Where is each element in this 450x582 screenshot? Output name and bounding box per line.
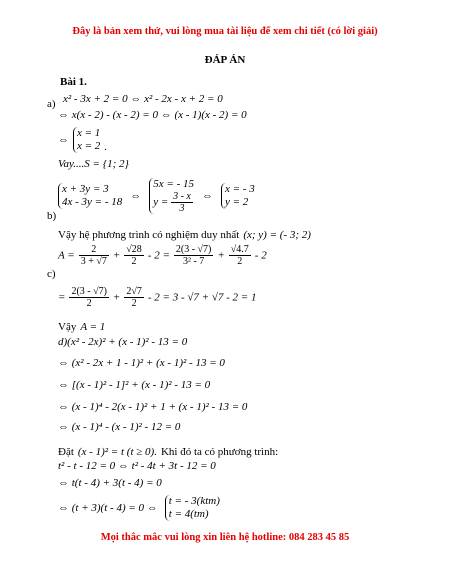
- part-d-line9: ⇔ (t + 3)(t - 4) = 0 ⇔: [58, 502, 158, 514]
- part-c-frac1: [79, 244, 109, 267]
- part-a-label: a): [47, 98, 56, 110]
- part-d-sys-row1: t = - 3(ktm): [168, 495, 220, 507]
- part-c-frac1-den: 3 + √7: [80, 256, 107, 267]
- part-c-vay-text: Vậy: [58, 321, 77, 333]
- part-c-A-eq: A =: [58, 249, 75, 262]
- part-b-sys1-row2: 4x - 3y = - 18: [62, 196, 123, 208]
- part-c-frac4-num: √4.7: [230, 244, 249, 255]
- part-c-line2: [58, 286, 256, 309]
- part-d-line8: ⇔ t(t - 4) + 3(t - 4) = 0: [58, 477, 162, 489]
- part-a-sys-row1: x = 1: [77, 127, 101, 139]
- part-b-frac-num: 3 - x: [173, 191, 191, 202]
- part-d-final: [58, 495, 220, 521]
- part-a-conclusion: Vay....S = {1; 2}: [58, 158, 129, 170]
- part-c-vay-math: A = 1: [80, 321, 106, 333]
- bottom-banner: Mọi thắc mắc vui lòng xin liên hệ hotline: 084 283 45 85: [100, 532, 350, 543]
- part-d-sys-row2: t = 4(tm): [168, 508, 209, 520]
- part-c-frac2-num: √28: [126, 244, 142, 255]
- part-c-tail1: - 2: [254, 249, 267, 262]
- part-c-line1: [58, 244, 267, 267]
- part-c-frac4: [229, 244, 251, 267]
- part-c-frac5-den: 2: [86, 298, 92, 309]
- part-a-implies: ⇔: [58, 134, 69, 146]
- part-d-line7: t² - t - 12 = 0 ⇔ t² - 4t + 3t - 12 = 0: [58, 460, 216, 472]
- part-d-line3: ⇔ [(x - 1)² - 1]² + (x - 1)² - 13 = 0: [58, 379, 211, 391]
- part-c-eq2: =: [58, 291, 66, 304]
- part-a-line1: x² - 3x + 2 = 0 ⇔ x² - 2x - x + 2 = 0: [63, 93, 223, 105]
- part-c-frac6: [124, 286, 144, 309]
- part-c-tail2: - 2 = 3 - √7 + √7 - 2 = 1: [147, 291, 257, 304]
- part-c-frac3-den: 3² - 7: [182, 256, 205, 267]
- top-banner: Đây là bản xem thử, vui lòng mua tài liệu để xem chi tiết (có lời giải): [72, 26, 378, 37]
- lesson-title: Bài 1.: [60, 76, 87, 88]
- part-d-dat-text: Đặt: [58, 446, 74, 458]
- part-b-conclusion-text: Vậy hệ phương trình có nghiệm duy nhất: [58, 229, 240, 241]
- part-c-minus2: - 2 =: [147, 249, 170, 262]
- part-b-arrow1: ⇔: [130, 190, 142, 202]
- part-d-substitution: [58, 442, 278, 460]
- part-c-plus2: +: [217, 249, 225, 262]
- part-a-system-block: [58, 127, 107, 153]
- part-c-frac3-num: 2(3 - √7): [175, 244, 212, 255]
- part-c-frac5: [69, 286, 108, 309]
- part-b-frac-den: 3: [179, 203, 185, 214]
- part-a-line2: ⇔ x(x - 2) - (x - 2) = 0 ⇔ (x - 1)(x - 2) = 0: [58, 109, 247, 121]
- part-b-sys3-row1: x = - 3: [224, 183, 255, 195]
- part-c-label: c): [47, 268, 56, 280]
- part-b-sys3-row2: y = 2: [224, 196, 249, 208]
- part-c-frac2-den: 2: [131, 256, 137, 267]
- part-b-system1: [58, 183, 122, 209]
- part-d-line1: d)(x² - 2x)² + (x - 1)² - 13 = 0: [58, 336, 188, 348]
- part-c-plus1: +: [112, 249, 121, 262]
- part-b-arrow2: ⇔: [201, 190, 213, 202]
- part-b-conclusion: [58, 225, 311, 243]
- part-b-conclusion-math: (x; y) = (- 3; 2): [243, 229, 311, 241]
- part-c-frac6-num: 2√7: [126, 286, 142, 297]
- part-b-label: b): [47, 210, 57, 222]
- part-c-plus3: +: [112, 291, 121, 304]
- part-b-system3: [221, 183, 255, 209]
- part-b-system2: [149, 178, 194, 214]
- part-c-frac2: [124, 244, 144, 267]
- part-a-system: [73, 127, 100, 153]
- part-d-line5: ⇔ (x - 1)⁴ - (x - 1)² - 12 = 0: [58, 421, 181, 433]
- part-b-sys1-row1: x + 3y = 3: [62, 183, 109, 195]
- part-d-line4: ⇔ (x - 1)⁴ - 2(x - 1)² + 1 + (x - 1)² - 13 = 0: [58, 401, 248, 413]
- part-c-conclusion: [58, 317, 105, 335]
- part-d-line2: ⇔ (x² - 2x + 1 - 1)² + (x - 1)² - 13 = 0: [58, 357, 225, 369]
- part-d-system: [165, 495, 220, 521]
- part-a-dot: .: [104, 141, 108, 153]
- part-c-frac1-num: 2: [79, 244, 109, 256]
- part-c-frac6-den: 2: [131, 298, 137, 309]
- part-d-dat-math: (x - 1)² = t (t ≥ 0).: [77, 446, 157, 458]
- part-b-sys2-row2: [153, 191, 194, 214]
- part-b-system-block: [58, 178, 255, 214]
- part-c-frac3: [174, 244, 213, 267]
- answer-heading: ĐÁP ÁN: [204, 54, 246, 66]
- part-a-sys-row2: x = 2: [77, 140, 101, 152]
- part-c-frac4-den: 2: [237, 256, 243, 267]
- part-b-sys2-y: y =: [153, 196, 169, 209]
- part-d-dat-rest: Khi đó ta có phương trình:: [160, 446, 279, 458]
- part-b-sys2-fraction: [171, 191, 193, 214]
- part-c-frac5-num: 2(3 - √7): [71, 286, 107, 297]
- part-b-sys2-row1: 5x = - 15: [153, 178, 194, 190]
